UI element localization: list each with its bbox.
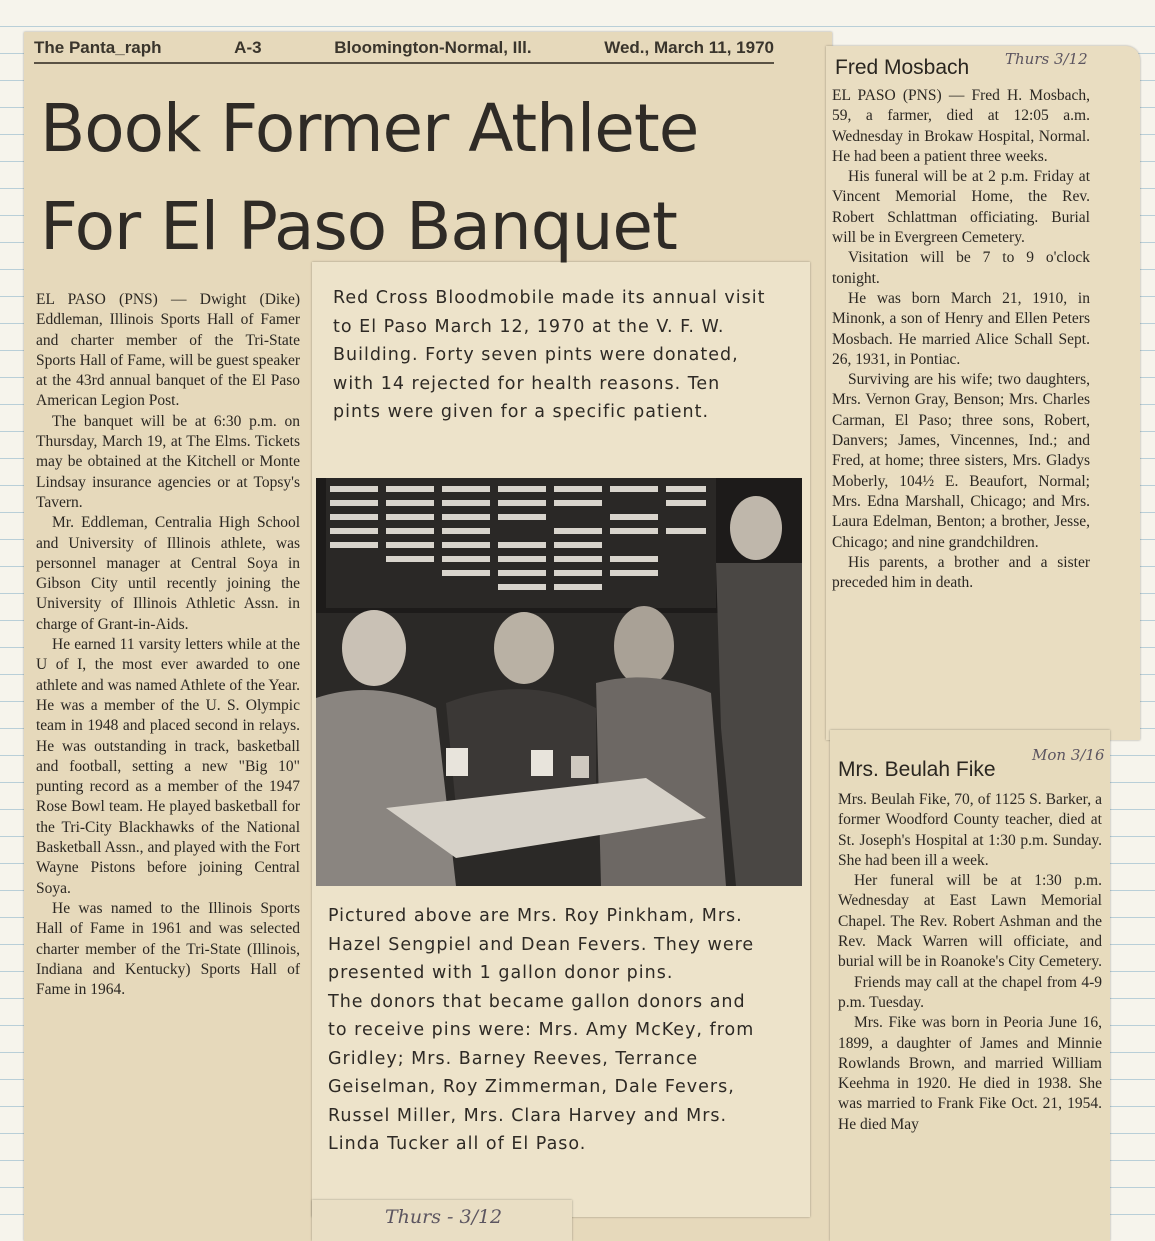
- obit-paragraph: Friends may call at the chapel from 4-9 p.m. Tuesday.: [838, 973, 1102, 1011]
- photo-illustration: [316, 478, 802, 886]
- masthead-paper: The Panta_raph: [34, 38, 162, 57]
- caption-paragraph: The donors that became gallon donors and to receive pins were: Mrs. Amy McKey, from Gridley; Mrs. Barney Reeves, Terrance Geiselman, Roy Zimmerman, Dale Fevers, Russel Miller, Mrs. Clara Harvey and Mrs. Linda Tucker all of El Paso.: [328, 991, 755, 1154]
- caption-paragraph: Pictured above are Mrs. Roy Pinkham, Mrs. Hazel Sengpiel and Dean Fevers. They were presented with 1 gallon donor pins.: [328, 906, 755, 983]
- article-paragraph: He earned 11 varsity letters while at the U of I, the most ever awarded to one athlete and was named Athlete of the Year. He was a member of the U. S. Olympic team in 1948 and placed second in relays. He was outstanding in track, basketball and football, setting a new "Big 10" punting record as a member of the 1947 Rose Bowl team. He played basketball for the Tri-City Blackhawks of the National Basketball Assn., and played with the Fort Wayne Pistons before joining Central Soya.: [36, 636, 300, 897]
- obit-title-mosbach: Fred Mosbach: [835, 56, 970, 79]
- article-eddleman: [36, 290, 300, 1000]
- bloodmobile-intro-text: Red Cross Bloodmobile made its annual visit to El Paso March 12, 1970 at the V. F. W. Building. Forty seven pints were donated, with 14 rejected for health reasons. Ten pints were given for a specific patient.: [333, 288, 766, 422]
- obituary-mosbach: [832, 86, 1090, 593]
- article-paragraph: Mr. Eddleman, Centralia High School and University of Illinois athlete, was personnel manager at Central Soya in Gibson City until recently joining the University of Illinois Athletic Assn. in charge of Grant-in-Aids.: [36, 514, 300, 633]
- bloodmobile-photo: [316, 478, 802, 886]
- masthead-page: A-3: [234, 38, 262, 57]
- headline-line-1: Book Former Athlete: [40, 90, 699, 167]
- obit-paragraph: EL PASO (PNS) — Fred H. Mosbach, 59, a farmer, died at 12:05 a.m. Wednesday in Brokaw Hospital, Normal. He had been a patient three weeks.: [832, 87, 1090, 165]
- obit-title-fike: Mrs. Beulah Fike: [838, 758, 996, 781]
- headline: [40, 80, 810, 276]
- obit-paragraph: Mrs. Beulah Fike, 70, of 1125 S. Barker, a former Woodford County teacher, died at St. Joseph's Hospital at 1:30 p.m. Sunday. She had been ill a week.: [838, 791, 1102, 869]
- obit-paragraph: Visitation will be 7 to 9 o'clock tonight.: [832, 249, 1090, 287]
- obit-paragraph: Mrs. Fike was born in Peoria June 16, 1899, a daughter of James and Minnie Rowlands Brown, and married William Keehma in 1920. He died in 1938. She was married to Frank Fike Oct. 21, 1954. He died May: [838, 1014, 1102, 1133]
- handwritten-date-mosbach: Thurs 3/12: [1005, 50, 1088, 68]
- masthead: [34, 38, 774, 64]
- obit-paragraph: He was born March 21, 1910, in Minonk, a son of Henry and Ellen Peters Mosbach. He married Alice Schall Sept. 26, 1931, in Pontiac.: [832, 289, 1090, 368]
- bloodmobile-intro: [333, 284, 773, 427]
- article-paragraph: The banquet will be at 6:30 p.m. on Thursday, March 19, at The Elms. Tickets may be obtained at the Kitchell or Monte Lindsay insurance agencies or at Topsy's Tavern.: [36, 412, 300, 511]
- obit-paragraph: Her funeral will be at 1:30 p.m. Wednesday at East Lawn Memorial Chapel. The Rev. Robert Ashman and the Rev. Mack Warren will officiate, and burial will be in Roanoke's City Cemetery.: [838, 872, 1102, 971]
- headline-line-2: For El Paso Banquet: [40, 188, 677, 265]
- obit-paragraph: Surviving are his wife; two daughters, Mrs. Vernon Gray, Benson; Mrs. Charles Carman, El Paso; three sons, Robert, Danvers; James, Vincennes, Ind.; and Fred, at home; three sisters, Mrs. Gladys Moberly, 104½ E. Beaufort, Normal; Mrs. Edna Marshall, Chicago; and Mrs. Laura Edelman, Benton; a brother, Jesse, Chicago; and nine grandchildren.: [832, 371, 1090, 551]
- masthead-date: Wed., March 11, 1970: [604, 38, 774, 57]
- bloodmobile-caption: [328, 902, 768, 1159]
- handwritten-date-fike: Mon 3/16: [1032, 746, 1105, 764]
- handwritten-date-note: Thurs - 3/12: [385, 1206, 503, 1228]
- masthead-location: Bloomington-Normal, Ill.: [334, 38, 532, 57]
- obit-paragraph: His funeral will be at 2 p.m. Friday at Vincent Memorial Home, the Rev. Robert Schlattman officiating. Burial will be in Evergreen Cemetery.: [832, 168, 1090, 247]
- obit-paragraph: His parents, a brother and a sister preceded him in death.: [832, 553, 1090, 592]
- obituary-fike: [838, 790, 1102, 1135]
- article-paragraph: He was named to the Illinois Sports Hall of Fame in 1961 and was selected charter member of the Tri-State (Illinois, Indiana and Kentucky) Sports Hall of Fame in 1964.: [36, 899, 300, 999]
- article-paragraph: EL PASO (PNS) — Dwight (Dike) Eddleman, Illinois Sports Hall of Famer and charter member of the Tri-State Sports Hall of Fame, will be guest speaker at the 43rd annual banquet of the El Paso American Legion Post.: [36, 291, 300, 410]
